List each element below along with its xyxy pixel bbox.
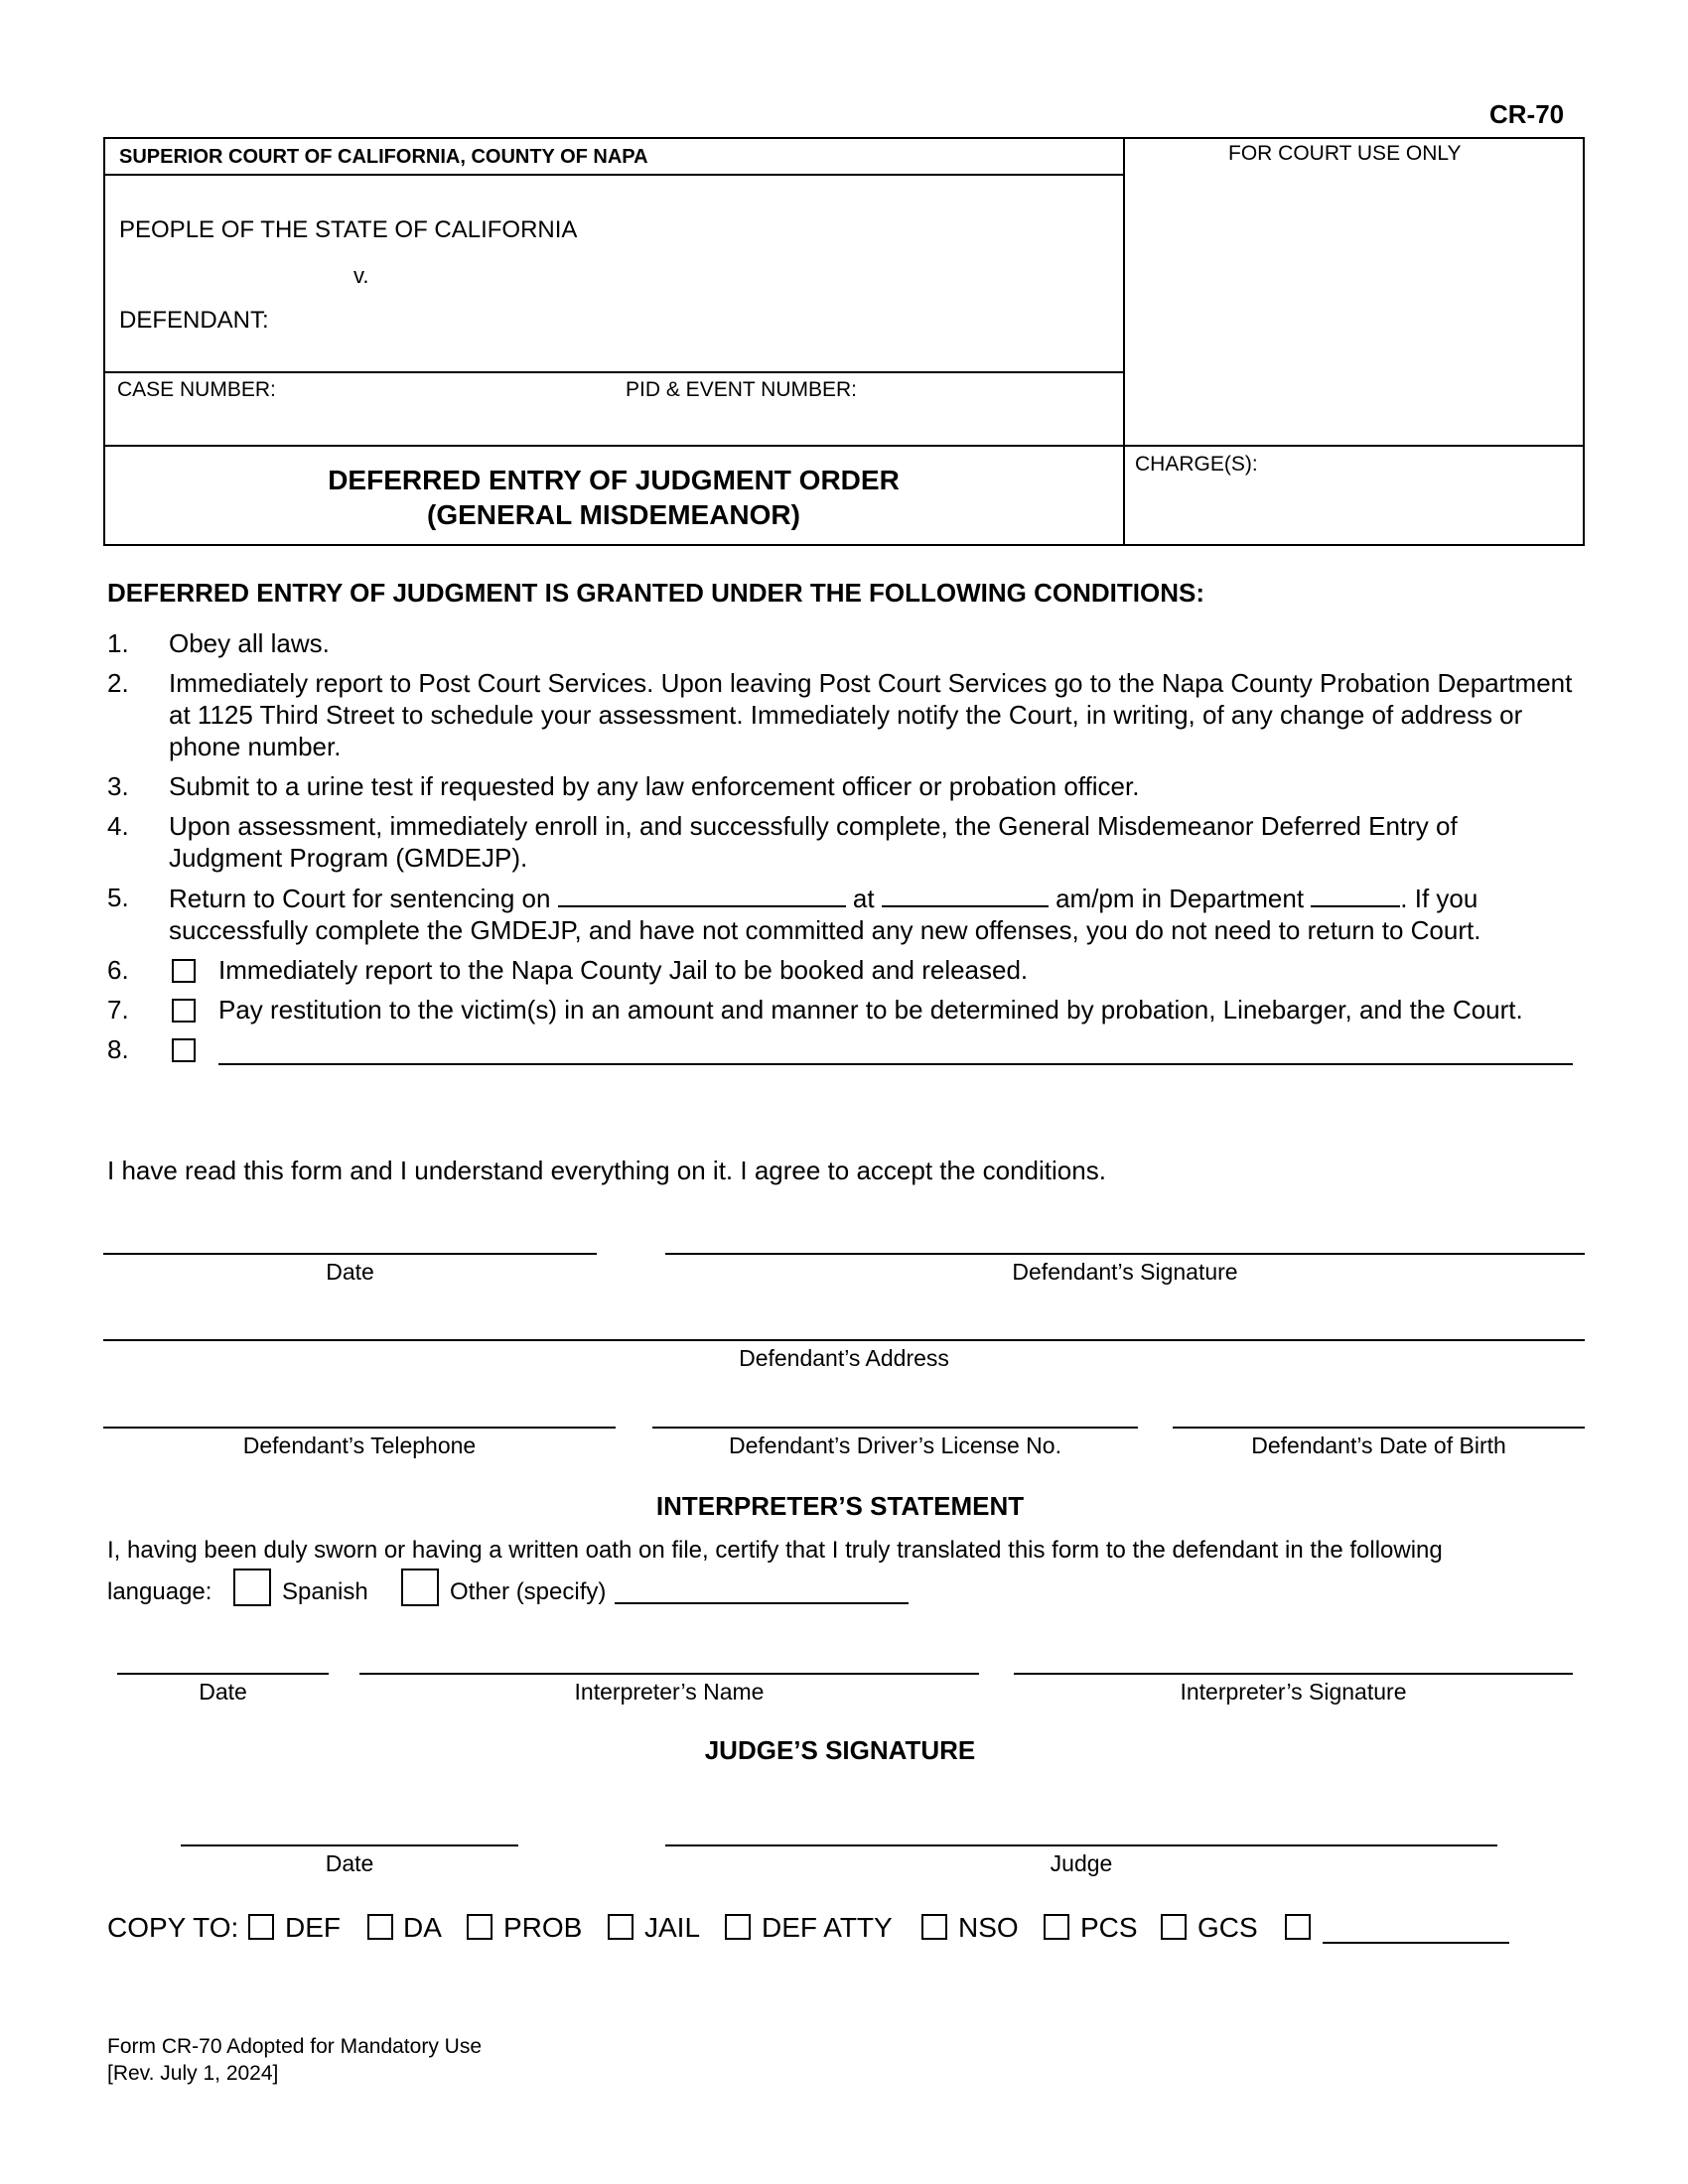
footer-line: Form CR-70 Adopted for Mandatory Use	[107, 2035, 482, 2058]
condition-text: Immediately report to the Napa County Jail to be booked and released.	[218, 955, 1029, 985]
sentencing-date-field[interactable]	[558, 882, 846, 907]
condition-text: Pay restitution to the victim(s) in an amount and manner to be determined by probation, Linebarger, and the Court.	[218, 995, 1523, 1024]
condition-text: Submit to a urine test if requested by any law enforcement officer or probation officer.	[169, 771, 1140, 801]
condition-item	[107, 954, 1577, 986]
copy-option-label: DEF ATTY	[762, 1912, 893, 1943]
condition-number: 8.	[107, 1034, 129, 1064]
judge-heading: JUDGE’S SIGNATURE	[704, 1735, 976, 1765]
form-footer	[107, 2033, 482, 2087]
date-line[interactable]	[103, 1253, 597, 1255]
court-use-label: FOR COURT USE ONLY	[1228, 142, 1462, 165]
defendant-signature-label: Defendant’s Signature	[1012, 1259, 1238, 1285]
copy-option-label: GCS	[1197, 1912, 1258, 1943]
other-language-field[interactable]	[615, 1602, 909, 1604]
interpreter-date-line[interactable]	[117, 1673, 329, 1675]
date-label: Date	[326, 1259, 374, 1285]
defendant-dob-label: Defendant’s Date of Birth	[1251, 1433, 1506, 1458]
defendant-dob-line[interactable]	[1173, 1427, 1585, 1429]
interpreter-signature-line[interactable]	[1014, 1673, 1573, 1675]
copy-def-atty-checkbox[interactable]	[725, 1914, 751, 1940]
condition-text: am/pm in Department	[1055, 884, 1305, 913]
condition-number: 7.	[107, 995, 129, 1024]
copy-nso-checkbox[interactable]	[921, 1914, 947, 1940]
condition-item	[107, 882, 1577, 946]
copy-option-label: NSO	[958, 1912, 1019, 1943]
copy-other-field[interactable]	[1323, 1942, 1509, 1944]
charges-label: CHARGE(S):	[1135, 453, 1258, 476]
condition-number: 6.	[107, 955, 129, 985]
copy-option-label: PROB	[503, 1912, 583, 1943]
condition-item	[107, 667, 1577, 762]
judge-date-label: Date	[325, 1850, 374, 1876]
spanish-checkbox[interactable]	[233, 1569, 271, 1606]
interpreter-date-label: Date	[199, 1679, 247, 1705]
condition-item	[107, 627, 1577, 659]
interpreter-name-line[interactable]	[359, 1673, 979, 1675]
header-rule	[103, 445, 1585, 447]
condition-text: Obey all laws.	[169, 628, 330, 658]
people-label: PEOPLE OF THE STATE OF CALIFORNIA	[119, 216, 578, 243]
condition-text: Immediately report to Post Court Services. Upon leaving Post Court Services go to the Napa County Probation Department at 1125 Third Street to schedule your assessment. Immediately notify the Court, in writing, of any change of address or phone number.	[169, 668, 1573, 761]
condition-item	[107, 994, 1577, 1025]
copy-option-label: DA	[403, 1912, 442, 1943]
copy-prob-checkbox[interactable]	[467, 1914, 492, 1940]
copy-gcs-checkbox[interactable]	[1161, 1914, 1187, 1940]
defendant-address-label: Defendant’s Address	[739, 1345, 949, 1371]
interpreter-name-label: Interpreter’s Name	[574, 1679, 765, 1705]
other-language-checkbox[interactable]	[401, 1569, 439, 1606]
condition-number: 3.	[107, 771, 129, 801]
condition-item	[107, 810, 1577, 874]
spanish-label: Spanish	[282, 1578, 368, 1605]
copy-option-label: PCS	[1080, 1912, 1138, 1943]
copy-da-checkbox[interactable]	[367, 1914, 393, 1940]
copy-option-label: DEF	[285, 1912, 341, 1943]
copy-pcs-checkbox[interactable]	[1044, 1914, 1069, 1940]
condition-number: 2.	[107, 668, 129, 698]
department-field[interactable]	[1311, 882, 1400, 907]
defendant-label: DEFENDANT:	[119, 307, 269, 334]
defendant-telephone-label: Defendant’s Telephone	[242, 1433, 477, 1458]
judge-date-line[interactable]	[181, 1844, 518, 1846]
defendant-license-label: Defendant’s Driver’s License No.	[729, 1433, 1061, 1458]
language-label: language:	[107, 1578, 212, 1605]
copy-option-label: JAIL	[644, 1912, 701, 1943]
form-title-line2: (GENERAL MISDEMEANOR)	[427, 499, 800, 530]
sentencing-time-field[interactable]	[882, 882, 1049, 907]
condition-text: . If you successfully complete the GMDEJP, and have not committed any new offenses, you do not need to return to Court.	[169, 884, 1481, 945]
court-name: SUPERIOR COURT OF CALIFORNIA, COUNTY OF NAPA	[119, 146, 648, 168]
header-rule	[103, 371, 1124, 373]
other-language-label: Other (specify)	[450, 1578, 607, 1605]
form-title-line1: DEFERRED ENTRY OF JUDGMENT ORDER	[328, 465, 900, 495]
condition-checkbox[interactable]	[172, 959, 196, 983]
judge-signature-line[interactable]	[665, 1844, 1497, 1846]
condition-text: at	[852, 884, 875, 913]
copy-def-checkbox[interactable]	[248, 1914, 274, 1940]
copy-other-checkbox[interactable]	[1285, 1914, 1311, 1940]
condition-number: 5.	[107, 883, 129, 912]
condition-text: Return to Court for sentencing on	[169, 884, 551, 913]
conditions-heading: DEFERRED ENTRY OF JUDGMENT IS GRANTED UNDER THE FOLLOWING CONDITIONS:	[107, 578, 1205, 608]
header-rule	[103, 174, 1124, 176]
footer-line: [Rev. July 1, 2024]	[107, 2062, 279, 2085]
condition-item	[107, 770, 1577, 802]
defendant-license-line[interactable]	[652, 1427, 1138, 1429]
header-divider	[1123, 137, 1125, 546]
condition-checkbox[interactable]	[172, 1038, 196, 1062]
condition-checkbox[interactable]	[172, 999, 196, 1023]
interpreter-signature-label: Interpreter’s Signature	[1180, 1679, 1407, 1705]
condition-text: Upon assessment, immediately enroll in, and successfully complete, the General Misdemeanor Deferred Entry of Judgment Program (GMDEJP).	[169, 811, 1458, 873]
case-number-label: CASE NUMBER:	[117, 378, 276, 401]
other-condition-field[interactable]	[218, 1063, 1573, 1065]
defendant-signature-line[interactable]	[665, 1253, 1585, 1255]
form-id: CR-70	[1489, 99, 1565, 129]
form-title	[105, 463, 1122, 532]
copy-to-label: COPY TO:	[107, 1912, 239, 1943]
interpreter-statement: I, having been duly sworn or having a written oath on file, certify that I truly translated this form to the defendant in the following	[107, 1537, 1443, 1564]
language-row	[107, 1569, 1001, 1608]
copy-to-row	[107, 1912, 1577, 1952]
versus-label: v.	[353, 263, 369, 288]
judge-label: Judge	[1050, 1850, 1113, 1876]
defendant-telephone-line[interactable]	[103, 1427, 616, 1429]
condition-item	[107, 1033, 1577, 1065]
copy-jail-checkbox[interactable]	[608, 1914, 633, 1940]
pid-event-label: PID & EVENT NUMBER:	[626, 378, 857, 401]
interpreter-heading: INTERPRETER’S STATEMENT	[655, 1491, 1025, 1521]
condition-number: 4.	[107, 811, 129, 841]
conditions-list	[107, 627, 1577, 1073]
condition-number: 1.	[107, 628, 129, 658]
defendant-address-line[interactable]	[103, 1339, 1585, 1341]
agreement-text: I have read this form and I understand everything on it. I agree to accept the conditions.	[107, 1156, 1106, 1185]
